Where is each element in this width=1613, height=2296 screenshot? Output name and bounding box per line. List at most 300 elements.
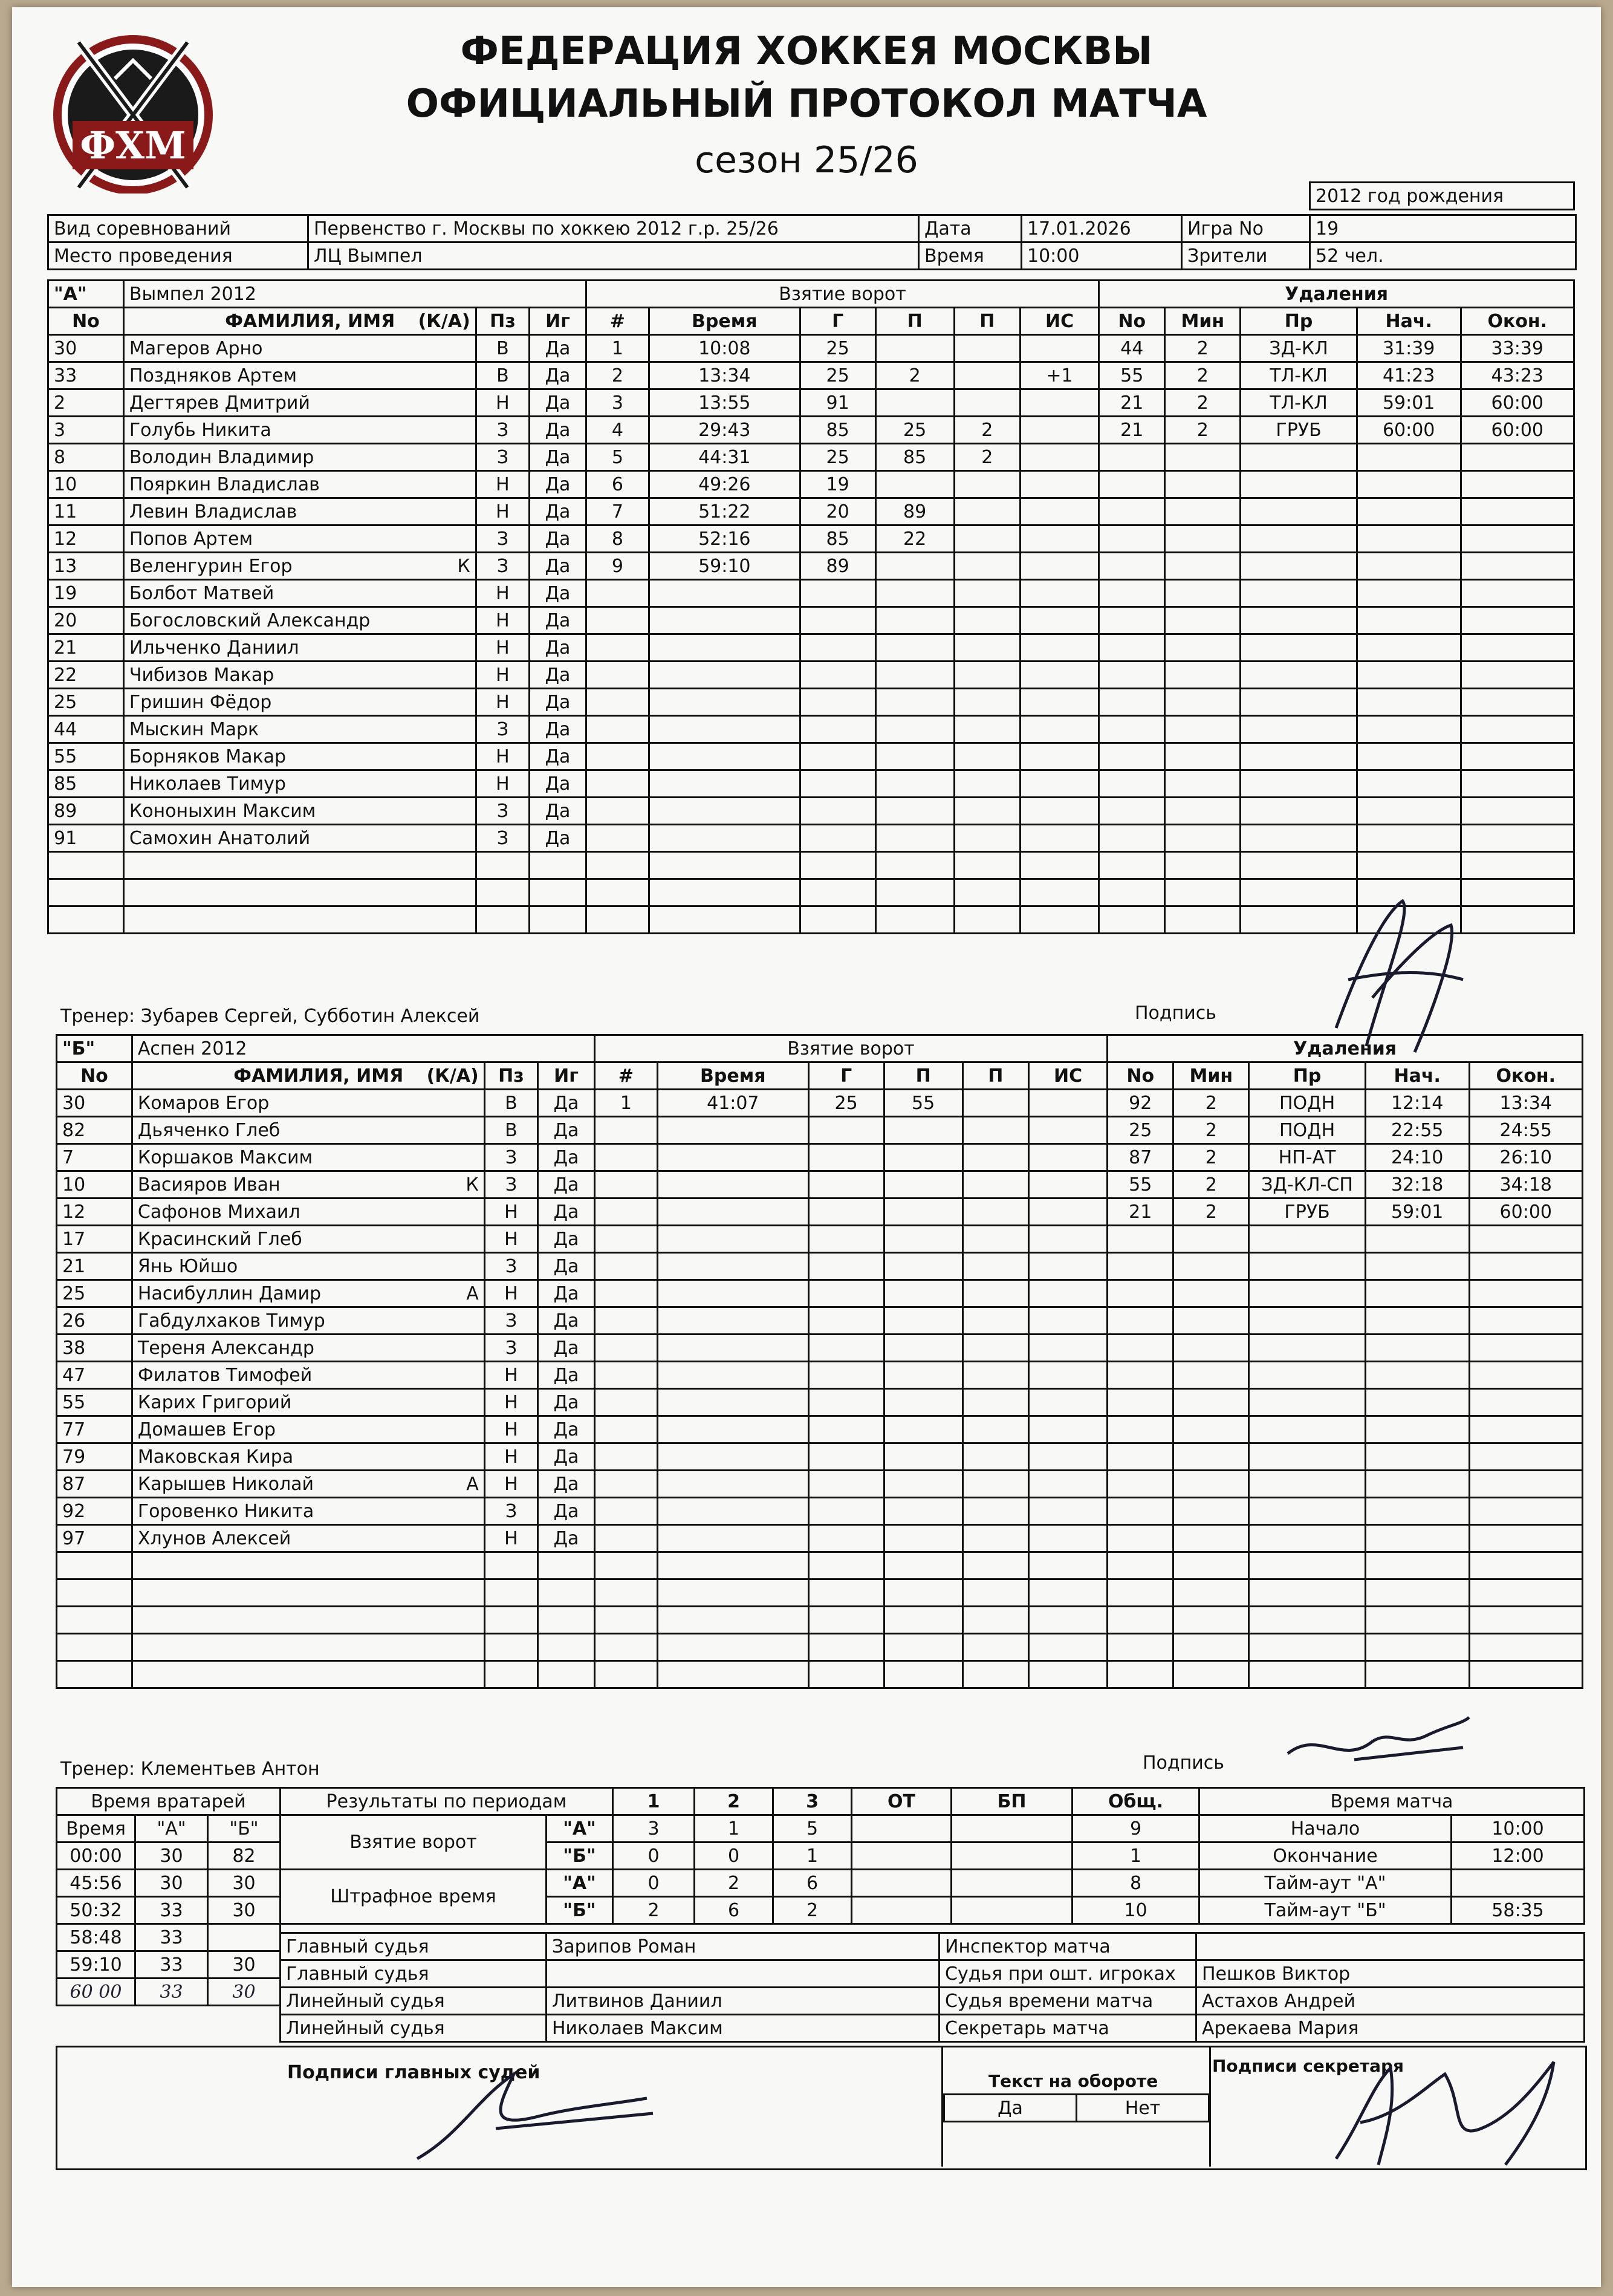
penalty-cell: ЗД-КЛ	[1241, 335, 1357, 362]
goal-cell	[954, 389, 1020, 417]
goal-cell: 2	[954, 444, 1020, 471]
goal-cell: 5	[586, 444, 649, 471]
penalty-cell: 24:10	[1365, 1144, 1469, 1171]
player-name: Попов Артем	[123, 525, 476, 553]
table-row	[57, 1416, 1583, 1443]
table-row	[57, 1307, 1583, 1335]
main-referee-signature	[405, 2062, 659, 2165]
goal-cell: 6	[586, 471, 649, 498]
team-b-coach-signature	[1282, 1711, 1475, 1778]
goals-section-title: Взятие ворот	[586, 281, 1099, 308]
table-row	[48, 389, 1574, 417]
player-played: Да	[530, 444, 586, 471]
player-name: Янь Юйшо	[132, 1253, 484, 1280]
player-name: Гришин Фёдор	[123, 689, 476, 716]
period-results-table: Результаты по периодам 1 2 3 ОТ БП Общ. Взятие ворот "А" 3 1 5 9 "Б" 0 0 1 1 Штрафное время "А" 0 2 6 8 "Б" 2 6 2 10	[279, 1787, 1200, 1925]
match-time-table: Время матча Начало 10:00 Окончание 12:00 Тайм-аут "А" Тайм-аут "Б" 58:35	[1198, 1787, 1585, 1925]
table-row	[48, 852, 1574, 879]
svg-text:ФХМ: ФХМ	[80, 123, 186, 167]
table-row	[57, 1198, 1583, 1226]
player-position: Н	[484, 1280, 537, 1307]
player-played: Да	[530, 471, 586, 498]
player-position: З	[484, 1144, 537, 1171]
player-name: Маковская Кира	[132, 1443, 484, 1471]
player-name: Тереня Александр	[132, 1335, 484, 1362]
goals-section-title: Взятие ворот	[594, 1035, 1107, 1062]
player-played: Да	[530, 743, 586, 770]
player-played: Да	[530, 716, 586, 743]
goal-cell: 85	[800, 417, 875, 444]
back-text-label: Текст на обороте	[988, 2071, 1158, 2091]
goalie-row: 00:00 30 82	[57, 1842, 281, 1870]
goal-cell: 41:07	[657, 1090, 808, 1117]
player-position: Н	[476, 580, 529, 607]
player-number: 82	[57, 1117, 132, 1144]
player-name: Карышев Николай А	[132, 1471, 484, 1498]
player-played: Да	[538, 1335, 595, 1362]
goal-cell	[1020, 444, 1099, 471]
goal-cell: 59:10	[649, 553, 800, 580]
player-number: 20	[48, 607, 124, 634]
player-position: З	[476, 525, 529, 553]
penalty-cell: 31:39	[1357, 335, 1461, 362]
goalie-row: 59:10 33 30	[57, 1951, 281, 1979]
player-name: Дегтярев Дмитрий	[123, 389, 476, 417]
secretary-signature	[1324, 2050, 1578, 2171]
player-played: Да	[538, 1443, 595, 1471]
player-position: В	[484, 1117, 537, 1144]
player-played: Да	[530, 389, 586, 417]
player-position: Н	[484, 1226, 537, 1253]
team-b-table	[56, 1034, 1583, 1689]
player-position: Н	[476, 607, 529, 634]
penalty-cell: 2	[1173, 1090, 1249, 1117]
player-number: 12	[57, 1198, 132, 1226]
player-number: 55	[57, 1389, 132, 1416]
goal-cell: 4	[586, 417, 649, 444]
player-position: Н	[476, 634, 529, 662]
team-name: Аспен 2012	[132, 1035, 594, 1062]
player-name: Голубь Никита	[123, 417, 476, 444]
player-name: Пояркин Владислав	[123, 471, 476, 498]
goal-cell: 44:31	[649, 444, 800, 471]
penalty-cell: 12:14	[1365, 1090, 1469, 1117]
penalty-cell: 24:55	[1469, 1117, 1582, 1144]
player-name: Горовенко Никита	[132, 1498, 484, 1525]
player-position: З	[484, 1307, 537, 1335]
player-played: Да	[530, 417, 586, 444]
goal-cell	[954, 362, 1020, 389]
player-number: 8	[48, 444, 124, 471]
player-number: 26	[57, 1307, 132, 1335]
goal-cell	[1020, 525, 1099, 553]
player-number: 11	[48, 498, 124, 525]
player-position: З	[476, 798, 529, 825]
player-position: Н	[484, 1389, 537, 1416]
player-number: 91	[48, 825, 124, 852]
penalty-cell: ПОДН	[1249, 1090, 1366, 1117]
table-row	[48, 634, 1574, 662]
table-row	[57, 1443, 1583, 1471]
player-played: Да	[538, 1171, 595, 1198]
goal-cell: 7	[586, 498, 649, 525]
penalty-cell: 2	[1165, 335, 1241, 362]
player-name: Мыскин Марк	[123, 716, 476, 743]
player-number: 13	[48, 553, 124, 580]
penalty-cell: ТЛ-КЛ	[1241, 389, 1357, 417]
penalty-cell: 60:00	[1461, 417, 1574, 444]
player-played: Да	[530, 335, 586, 362]
goal-cell: 25	[800, 362, 875, 389]
penalty-cell: 44	[1099, 335, 1165, 362]
table-row	[57, 1117, 1583, 1144]
goal-cell: 89	[800, 553, 875, 580]
table-row	[48, 525, 1574, 553]
player-played: Да	[530, 498, 586, 525]
penalties-section-title: Удаления	[1108, 1035, 1583, 1062]
player-number: 30	[48, 335, 124, 362]
player-position: Н	[476, 662, 529, 689]
player-played: Да	[538, 1471, 595, 1498]
player-name: Дьяченко Глеб	[132, 1117, 484, 1144]
table-row	[48, 743, 1574, 770]
player-played: Да	[530, 362, 586, 389]
player-number: 30	[57, 1090, 132, 1117]
penalty-cell: 87	[1108, 1144, 1173, 1171]
goal-cell: 1	[586, 335, 649, 362]
player-played: Да	[538, 1525, 595, 1552]
table-row	[57, 1362, 1583, 1389]
goal-cell	[954, 471, 1020, 498]
player-number: 12	[48, 525, 124, 553]
main-referees-signatures-label: Подписи главных судей	[287, 2062, 540, 2083]
player-number: 55	[48, 743, 124, 770]
player-played: Да	[538, 1198, 595, 1226]
team-b-coach: Тренер: Клементьев Антон	[60, 1758, 320, 1780]
table-row	[48, 471, 1574, 498]
player-played: Да	[530, 525, 586, 553]
goal-cell: 13:55	[649, 389, 800, 417]
goal-cell: 3	[586, 389, 649, 417]
player-played: Да	[530, 689, 586, 716]
player-name: Габдулхаков Тимур	[132, 1307, 484, 1335]
table-row	[57, 1090, 1583, 1117]
table-row	[57, 1498, 1583, 1525]
penalty-cell: НП-АТ	[1249, 1144, 1366, 1171]
player-played: Да	[530, 662, 586, 689]
table-row	[57, 1661, 1583, 1688]
player-name: Болбот Матвей	[123, 580, 476, 607]
player-number: 10	[57, 1171, 132, 1198]
penalty-cell: ЗД-КЛ-СП	[1249, 1171, 1366, 1198]
goal-cell: 91	[800, 389, 875, 417]
secretary-signature-label: Подписи секретаря	[1212, 2056, 1404, 2076]
penalty-cell: 26:10	[1469, 1144, 1582, 1171]
player-played: Да	[530, 798, 586, 825]
goal-cell: 1	[594, 1090, 657, 1117]
player-position: В	[476, 362, 529, 389]
goal-cell	[1020, 417, 1099, 444]
table-row	[57, 1226, 1583, 1253]
player-name: Богословский Александр	[123, 607, 476, 634]
player-name: Николаев Тимур	[123, 770, 476, 798]
player-position: Н	[476, 770, 529, 798]
season-title: сезон 25/26	[695, 139, 918, 181]
table-row	[48, 335, 1574, 362]
goalie-time-table: Время вратарей Время "А" "Б" 00:00 30 82 45:56 30 30 50:32 33 30 58:48 33 59:10 33 30 60 00 33 30	[56, 1787, 281, 2006]
penalty-cell: 34:18	[1469, 1171, 1582, 1198]
penalty-cell: 60:00	[1469, 1198, 1582, 1226]
goal-cell	[962, 1090, 1028, 1117]
penalty-cell: 2	[1173, 1198, 1249, 1226]
penalty-cell: 2	[1173, 1144, 1249, 1171]
table-row	[57, 1607, 1583, 1634]
team-a-coach-signature	[1312, 889, 1469, 1064]
goal-cell	[954, 553, 1020, 580]
player-played: Да	[538, 1090, 595, 1117]
table-row	[48, 607, 1574, 634]
player-number: 87	[57, 1471, 132, 1498]
penalty-cell: 25	[1108, 1117, 1173, 1144]
player-name: Кононыхин Максим	[123, 798, 476, 825]
player-number: 25	[48, 689, 124, 716]
back-text-no[interactable]: Нет	[1077, 2095, 1209, 2122]
table-row	[48, 770, 1574, 798]
goal-cell: 49:26	[649, 471, 800, 498]
penalty-cell: 2	[1173, 1117, 1249, 1144]
penalty-cell: 2	[1165, 362, 1241, 389]
player-position: Н	[476, 389, 529, 417]
team-header-row	[48, 281, 1574, 308]
table-row	[57, 1389, 1583, 1416]
goal-cell: 85	[875, 444, 954, 471]
player-name: Филатов Тимофей	[132, 1362, 484, 1389]
table-row	[57, 1144, 1583, 1171]
goal-cell	[954, 335, 1020, 362]
player-number: 33	[48, 362, 124, 389]
table-row	[57, 1280, 1583, 1307]
player-position: Н	[484, 1443, 537, 1471]
player-name: Веленгурин Егор К	[123, 553, 476, 580]
penalty-cell: 32:18	[1365, 1171, 1469, 1198]
player-name: Самохин Анатолий	[123, 825, 476, 852]
table-row	[57, 1253, 1583, 1280]
goal-cell: 13:34	[649, 362, 800, 389]
player-name: Хлунов Алексей	[132, 1525, 484, 1552]
player-position: Н	[484, 1525, 537, 1552]
player-position: З	[476, 553, 529, 580]
player-number: 47	[57, 1362, 132, 1389]
goal-cell: 29:43	[649, 417, 800, 444]
goal-cell: 20	[800, 498, 875, 525]
penalty-cell: 59:01	[1365, 1198, 1469, 1226]
player-name: Поздняков Артем	[123, 362, 476, 389]
penalty-cell: 22:55	[1365, 1117, 1469, 1144]
table-row	[48, 444, 1574, 471]
penalty-cell: 21	[1108, 1198, 1173, 1226]
goal-cell: 25	[800, 444, 875, 471]
player-name: Красинский Глеб	[132, 1226, 484, 1253]
player-played: Да	[530, 634, 586, 662]
player-name: Магеров Арно	[123, 335, 476, 362]
penalty-cell: 60:00	[1357, 417, 1461, 444]
table-row	[48, 553, 1574, 580]
player-name: Борняков Макар	[123, 743, 476, 770]
penalty-cell: ГРУБ	[1241, 417, 1357, 444]
player-position: В	[484, 1090, 537, 1117]
goal-cell: 8	[586, 525, 649, 553]
goal-cell: 25	[808, 1090, 884, 1117]
goal-cell	[1020, 471, 1099, 498]
player-number: 21	[57, 1253, 132, 1280]
penalty-cell: 2	[1165, 417, 1241, 444]
player-position: З	[476, 716, 529, 743]
goal-cell: 2	[875, 362, 954, 389]
officials-table: Главный судья Зарипов Роман Инспектор матча Главный судья Судья при ошт. игроках Пешков Виктор Линейный судья Литвинов Даниил Судья времени матча Астахов Андрей Линейный судья Николаев Максим Секретарь матча Арекаева Мария	[279, 1932, 1585, 2043]
player-name: Сафонов Михаил	[132, 1198, 484, 1226]
player-played: Да	[530, 607, 586, 634]
penalty-cell: ТЛ-КЛ	[1241, 362, 1357, 389]
goal-cell: 10:08	[649, 335, 800, 362]
player-position: Н	[484, 1362, 537, 1389]
player-number: 2	[48, 389, 124, 417]
player-position: З	[484, 1335, 537, 1362]
player-name: Васияров Иван К	[132, 1171, 484, 1198]
player-played: Да	[538, 1307, 595, 1335]
penalty-cell: 59:01	[1357, 389, 1461, 417]
player-played: Да	[538, 1280, 595, 1307]
player-number: 3	[48, 417, 124, 444]
federation-title: ФЕДЕРАЦИЯ ХОККЕЯ МОСКВЫ	[460, 29, 1153, 74]
birth-year-box: 2012 год рождения	[1309, 181, 1575, 210]
player-number: 22	[48, 662, 124, 689]
goal-cell: 85	[800, 525, 875, 553]
player-number: 89	[48, 798, 124, 825]
player-name: Домашев Егор	[132, 1416, 484, 1443]
goalie-row: 58:48 33	[57, 1924, 281, 1951]
goal-cell: 51:22	[649, 498, 800, 525]
player-number: 19	[48, 580, 124, 607]
player-played: Да	[538, 1117, 595, 1144]
table-row	[48, 362, 1574, 389]
player-played: Да	[530, 580, 586, 607]
penalties-section-title: Удаления	[1099, 281, 1574, 308]
goalie-row: 60 00 33 30	[57, 1979, 281, 2006]
player-number: 79	[57, 1443, 132, 1471]
player-name: Ильченко Даниил	[123, 634, 476, 662]
penalty-cell: 41:23	[1357, 362, 1461, 389]
player-position: З	[484, 1171, 537, 1198]
penalty-cell: 43:23	[1461, 362, 1574, 389]
goal-cell: 25	[875, 417, 954, 444]
penalty-cell: 33:39	[1461, 335, 1574, 362]
player-number: 25	[57, 1280, 132, 1307]
table-row	[48, 798, 1574, 825]
goal-cell: 2	[586, 362, 649, 389]
player-name: Левин Владислав	[123, 498, 476, 525]
player-position: В	[476, 335, 529, 362]
penalty-cell: 21	[1099, 389, 1165, 417]
player-number: 85	[48, 770, 124, 798]
penalty-cell: 21	[1099, 417, 1165, 444]
player-played: Да	[530, 770, 586, 798]
penalty-cell: 2	[1173, 1171, 1249, 1198]
table-row	[48, 417, 1574, 444]
goal-cell: 55	[884, 1090, 962, 1117]
table-row	[57, 1335, 1583, 1362]
table-row	[57, 1634, 1583, 1661]
player-played: Да	[530, 825, 586, 852]
player-played: Да	[538, 1416, 595, 1443]
player-played: Да	[538, 1144, 595, 1171]
penalty-cell: 60:00	[1461, 389, 1574, 417]
goal-cell: 9	[586, 553, 649, 580]
penalty-cell: 55	[1099, 362, 1165, 389]
team-tag: "А"	[48, 281, 124, 308]
table-row	[57, 1552, 1583, 1579]
player-number: 44	[48, 716, 124, 743]
goalie-row: 50:32 33 30	[57, 1897, 281, 1924]
player-number: 7	[57, 1144, 132, 1171]
goalie-row: 45:56 30 30	[57, 1870, 281, 1897]
column-header-row: No ФАМИЛИЯ, ИМЯ (К/А) Пз Иг # Время Г П П ИС No Мин Пр Нач. Окон.	[57, 1062, 1583, 1090]
goal-cell: 25	[800, 335, 875, 362]
player-name: Коршаков Максим	[132, 1144, 484, 1171]
team-name: Вымпел 2012	[123, 281, 586, 308]
table-row	[48, 825, 1574, 852]
team-b-signature-label: Подпись	[1143, 1752, 1224, 1774]
table-row	[48, 580, 1574, 607]
penalty-cell: 55	[1108, 1171, 1173, 1198]
player-played: Да	[538, 1226, 595, 1253]
penalty-cell: 2	[1165, 389, 1241, 417]
goal-cell	[875, 471, 954, 498]
goal-cell	[1020, 389, 1099, 417]
player-played: Да	[538, 1253, 595, 1280]
player-position: Н	[484, 1416, 537, 1443]
player-position: З	[484, 1498, 537, 1525]
goal-cell: 2	[954, 417, 1020, 444]
player-number: 97	[57, 1525, 132, 1552]
table-row	[48, 689, 1574, 716]
goal-cell	[954, 525, 1020, 553]
team-a-signature-label: Подпись	[1135, 1003, 1216, 1024]
table-row	[57, 1579, 1583, 1607]
penalty-cell: 13:34	[1469, 1090, 1582, 1117]
team-a-coach: Тренер: Зубарев Сергей, Субботин Алексей	[60, 1006, 480, 1027]
player-position: Н	[484, 1198, 537, 1226]
goal-cell: +1	[1020, 362, 1099, 389]
player-position: Н	[476, 471, 529, 498]
player-position: Н	[476, 689, 529, 716]
goal-cell	[875, 553, 954, 580]
player-position: З	[476, 417, 529, 444]
player-number: 38	[57, 1335, 132, 1362]
player-number: 92	[57, 1498, 132, 1525]
back-text-yes[interactable]: Да	[944, 2095, 1077, 2122]
player-position: З	[476, 444, 529, 471]
goal-cell: 52:16	[649, 525, 800, 553]
player-position: Н	[476, 743, 529, 770]
player-name: Комаров Егор	[132, 1090, 484, 1117]
back-text-choice	[943, 2093, 1210, 2122]
goal-cell	[1020, 553, 1099, 580]
goal-cell: 19	[800, 471, 875, 498]
table-row	[57, 1171, 1583, 1198]
goal-cell	[875, 389, 954, 417]
player-name: Чибизов Макар	[123, 662, 476, 689]
player-number: 10	[48, 471, 124, 498]
